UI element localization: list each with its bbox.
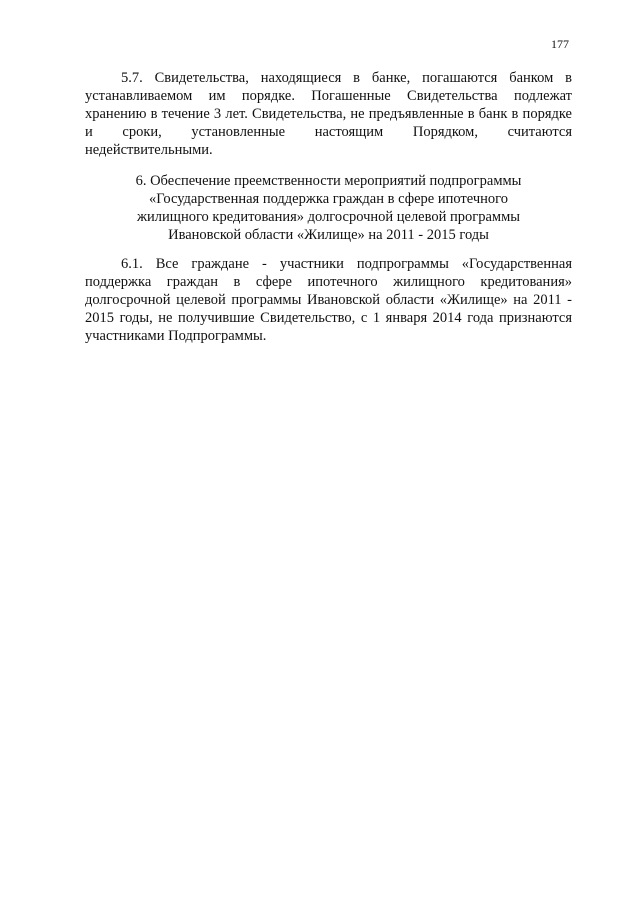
section-6-heading [85,172,572,244]
paragraph-5-7 [85,69,572,159]
section-6-heading-line-3: жилищного кредитования» долгосрочной целевой программы [137,209,520,225]
paragraph-6-1 [85,255,572,345]
section-6-heading-line-1: 6. Обеспечение преемственности мероприятий подпрограммы [135,173,522,189]
paragraph-6-1-text: 6.1. Все граждане - участники подпрограммы «Государственная поддержка граждан в сфере ипотечного жилищного кредитования» долгосрочной целевой программы Ивановской области «Жилище» на 2011 - 2015 годы, не получившие Свидетельство, с 1 января 2014 года признаются участниками Подпрограммы. [85,256,572,344]
section-6-heading-line-2: «Государственная поддержка граждан в сфере ипотечного [149,191,508,207]
section-6-heading-line-4: Ивановской области «Жилище» на 2011 - 2015 годы [168,227,489,243]
page-number: 177 [551,37,569,51]
paragraph-5-7-text: 5.7. Свидетельства, находящиеся в банке, погашаются банком в устанавливаемом им порядке. Погашенные Свидетельства подлежат хранению в течение 3 лет. Свидетельства, не предъявленные в банк в порядке и сроки, установленные настоящим Порядком, считаются недействительными. [85,70,572,158]
